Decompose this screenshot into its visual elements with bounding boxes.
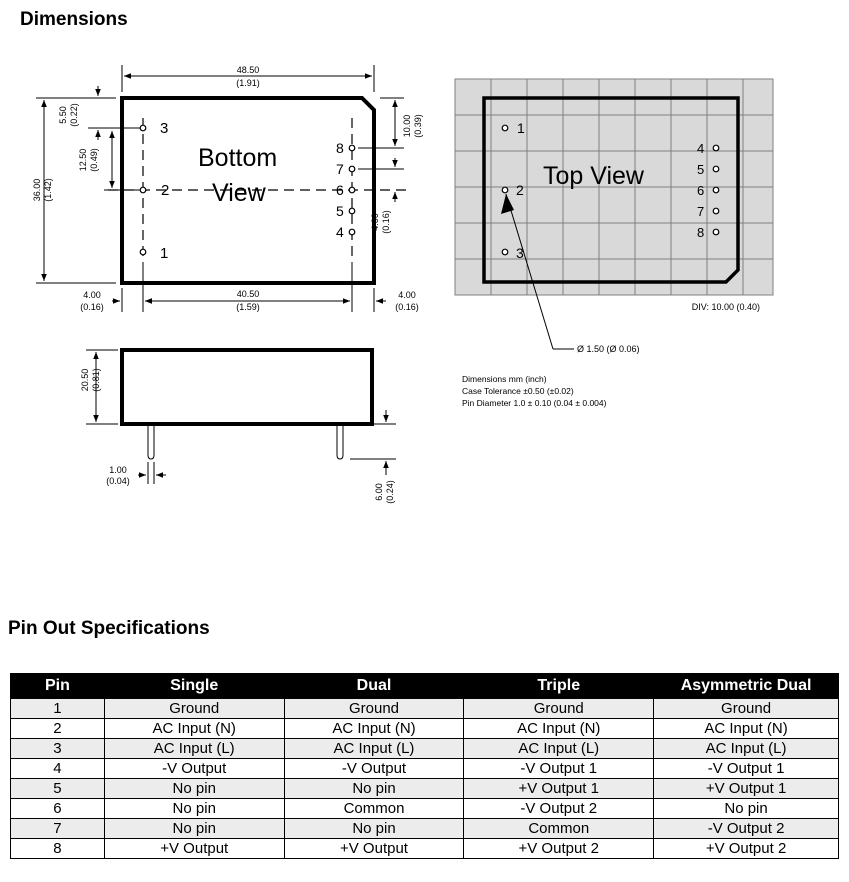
- cell-pin: 8: [11, 839, 105, 859]
- dim-side-height-mm: 20.50: [80, 368, 90, 392]
- cell-single: AC Input (L): [104, 739, 284, 759]
- bottom-pin-label-4: 4: [336, 224, 344, 240]
- cell-dual: -V Output: [284, 759, 464, 779]
- cell-pin: 6: [11, 799, 105, 819]
- top-pin-label-8: 8: [697, 225, 705, 240]
- cell-triple: AC Input (L): [464, 739, 654, 759]
- bottom-pin-8: [349, 145, 355, 151]
- bottom-pin-label-8: 8: [336, 140, 344, 156]
- dim-pin-length-in: (0.24): [385, 480, 395, 504]
- header-dual: Dual: [284, 674, 464, 699]
- top-view-label: Top View: [543, 162, 644, 190]
- cell-triple: AC Input (N): [464, 719, 654, 739]
- cell-single: -V Output: [104, 759, 284, 779]
- dim-right-top-in: (0.39): [413, 114, 423, 138]
- cell-asymmetric-dual: AC Input (L): [654, 739, 839, 759]
- dim-left-pitch-mm: 12.50: [78, 148, 88, 172]
- top-pin-3: [502, 249, 508, 255]
- note-pin-diameter: Pin Diameter 1.0 ± 0.10 (0.04 ± 0.004): [462, 398, 607, 408]
- cell-triple: +V Output 1: [464, 779, 654, 799]
- bottom-pin-5: [349, 208, 355, 214]
- bottom-pin-4: [349, 229, 355, 235]
- cell-pin: 3: [11, 739, 105, 759]
- dim-pin-width-mm: 1.00: [109, 465, 127, 475]
- dim-width-mm: 48.50: [236, 65, 260, 75]
- header-asymmetric-dual: Asymmetric Dual: [654, 674, 839, 699]
- top-pin-label-1: 1: [517, 120, 525, 136]
- dim-height-mm: 36.00: [32, 178, 42, 202]
- cell-pin: 2: [11, 719, 105, 739]
- cell-pin: 5: [11, 779, 105, 799]
- pinout-title: Pin Out Specifications: [8, 618, 210, 639]
- bottom-view-label-1: Bottom: [198, 144, 278, 172]
- dim-right-top-mm: 10.00: [402, 114, 412, 138]
- bottom-pin-label-3: 3: [160, 120, 169, 137]
- top-pin-4: [713, 145, 719, 151]
- top-pin-7: [713, 208, 719, 214]
- bottom-pin-label-1: 1: [160, 245, 169, 262]
- dim-left-edge-mm: 4.00: [83, 290, 101, 300]
- table-row: [11, 779, 839, 799]
- dim-pin-span-mm: 40.50: [236, 289, 260, 299]
- cell-asymmetric-dual: -V Output 1: [654, 759, 839, 779]
- dim-width-in: (1.91): [236, 78, 260, 88]
- top-pin-label-7: 7: [697, 204, 705, 219]
- top-pin-label-2: 2: [516, 182, 524, 198]
- dim-left-pitch-in: (0.49): [89, 148, 99, 172]
- table-row: [11, 839, 839, 859]
- dim-top-offset-in: (0.22): [69, 103, 79, 127]
- dimensions-title: Dimensions: [20, 9, 128, 30]
- table-header-row: [11, 674, 839, 699]
- dimension-notes: [462, 374, 607, 408]
- side-pin-left: [148, 426, 154, 459]
- bottom-pin-label-5: 5: [336, 203, 344, 219]
- pin-out-table: [10, 673, 839, 859]
- table-row: [11, 819, 839, 839]
- dim-height-in: (1.42): [43, 178, 53, 202]
- cell-pin: 1: [11, 699, 105, 719]
- top-pin-label-6: 6: [697, 183, 705, 198]
- cell-dual: No pin: [284, 819, 464, 839]
- cell-dual: AC Input (N): [284, 719, 464, 739]
- dim-right-edge-mm: 4.00: [398, 290, 416, 300]
- top-pin-8: [713, 229, 719, 235]
- dim-right-pitch-in: (0.16): [381, 210, 391, 234]
- bottom-view-label-2: View: [212, 179, 266, 207]
- cell-asymmetric-dual: -V Output 2: [654, 819, 839, 839]
- dim-top-offset-mm: 5.50: [58, 106, 68, 124]
- dim-left-edge-in: (0.16): [80, 302, 104, 312]
- cell-asymmetric-dual: +V Output 2: [654, 839, 839, 859]
- top-pin-1: [502, 125, 508, 131]
- top-pin-6: [713, 187, 719, 193]
- cell-asymmetric-dual: No pin: [654, 799, 839, 819]
- header-single: Single: [104, 674, 284, 699]
- bottom-pin-2: [140, 187, 146, 193]
- side-view-body: [122, 350, 372, 424]
- top-pin-label-3: 3: [516, 245, 524, 261]
- cell-single: Ground: [104, 699, 284, 719]
- dim-right-edge-in: (0.16): [395, 302, 419, 312]
- header-pin: Pin: [11, 674, 105, 699]
- table-row: [11, 799, 839, 819]
- dim-right-pitch-mm: 4.00: [370, 213, 380, 231]
- bottom-pin-label-6: 6: [336, 182, 344, 198]
- table-row: [11, 699, 839, 719]
- top-view-div-note: DIV: 10.00 (0.40): [691, 302, 760, 312]
- cell-asymmetric-dual: +V Output 1: [654, 779, 839, 799]
- cell-triple: +V Output 2: [464, 839, 654, 859]
- top-pin-label-5: 5: [697, 162, 705, 177]
- cell-dual: No pin: [284, 779, 464, 799]
- top-view: [455, 79, 773, 354]
- cell-triple: Common: [464, 819, 654, 839]
- cell-triple: -V Output 2: [464, 799, 654, 819]
- side-view: [80, 350, 396, 504]
- header-triple: Triple: [464, 674, 654, 699]
- cell-single: No pin: [104, 799, 284, 819]
- table-row: [11, 739, 839, 759]
- cell-dual: +V Output: [284, 839, 464, 859]
- cell-single: AC Input (N): [104, 719, 284, 739]
- dim-pin-span-in: (1.59): [236, 302, 260, 312]
- pin-diameter-label: Ø 1.50 (Ø 0.06): [577, 344, 640, 354]
- cell-pin: 7: [11, 819, 105, 839]
- dim-side-height-in: (0.81): [91, 368, 101, 392]
- table-row: [11, 719, 839, 739]
- side-pin-right: [337, 426, 343, 459]
- bottom-view: [32, 65, 423, 312]
- note-case-tolerance: Case Tolerance ±0.50 (±0.02): [462, 386, 574, 396]
- bottom-pin-7: [349, 166, 355, 172]
- top-pin-2: [502, 187, 508, 193]
- bottom-pin-1: [140, 249, 146, 255]
- cell-asymmetric-dual: AC Input (N): [654, 719, 839, 739]
- cell-dual: AC Input (L): [284, 739, 464, 759]
- note-units: Dimensions mm (inch): [462, 374, 547, 384]
- cell-dual: Common: [284, 799, 464, 819]
- cell-triple: Ground: [464, 699, 654, 719]
- dim-pin-length-mm: 6.00: [374, 483, 384, 501]
- cell-single: +V Output: [104, 839, 284, 859]
- table-row: [11, 759, 839, 779]
- bottom-pin-label-7: 7: [336, 161, 344, 177]
- cell-pin: 4: [11, 759, 105, 779]
- cell-single: No pin: [104, 819, 284, 839]
- top-pin-label-4: 4: [697, 141, 705, 156]
- bottom-pin-3: [140, 125, 146, 131]
- cell-single: No pin: [104, 779, 284, 799]
- cell-dual: Ground: [284, 699, 464, 719]
- dim-pin-width-in: (0.04): [106, 476, 130, 486]
- cell-triple: -V Output 1: [464, 759, 654, 779]
- bottom-pin-label-2: 2: [161, 182, 170, 199]
- top-pin-5: [713, 166, 719, 172]
- cell-asymmetric-dual: Ground: [654, 699, 839, 719]
- bottom-pin-6: [349, 187, 355, 193]
